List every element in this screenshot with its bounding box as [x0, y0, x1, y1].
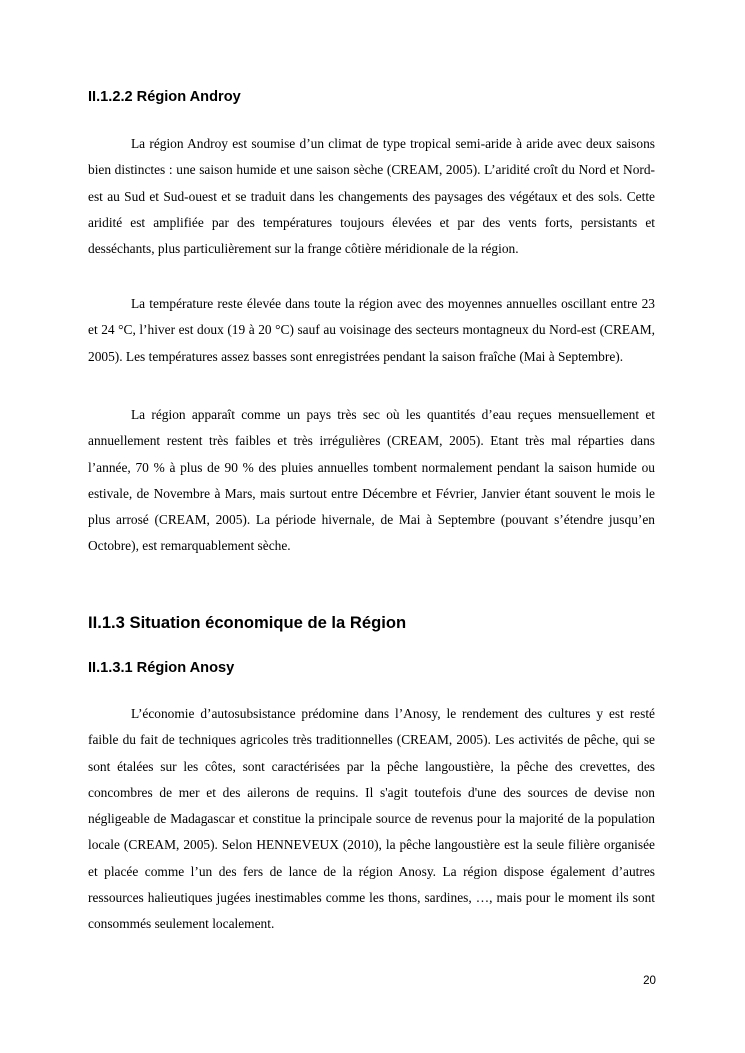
- androy-paragraph-climate: La région Androy est soumise d’un climat de type tropical semi-aride à aride avec deux saisons bien distinctes : une saison humide et une saison sèche (CREAM, 2005). L’aridité croît du Nord et Nord-est au Sud et Sud-ouest et se traduit dans les changements des paysages des végétaux et des sols. Cette aridité est amplifiée par des températures toujours élevées et par des vents forts, persistants et desséchants, plus particulièrement sur la frange côtière méridionale de la région.: [88, 136, 655, 257]
- section-heading-androy: II.1.2.2 Région Androy: [88, 89, 241, 105]
- anosy-paragraph-economy: L’économie d’autosubsistance prédomine dans l’Anosy, le rendement des cultures y est resté faible du fait de techniques agricoles très traditionnelles (CREAM, 2005). Les activités de pêche, qui se sont étalées sur les côtes, sont caractérisées par la pêche langoustière, la pêche des crevettes, des concombres de mer et des ailerons de requins. Il s'agit toutefois d'une des sources de devise non négligeable de Madagascar et constitue la principale source de revenus pour la majorité de la population locale (CREAM, 2005). Selon HENNEVEUX (2010), la pêche langoustière est la seule filière organisée et placée comme l’un des fers de lance de la région Anosy. La région dispose également d’autres ressources halieutiques jugées inestimables comme les thons, sardines, …, mais pour le moment ils sont consommés seulement localement.: [88, 706, 655, 932]
- androy-paragraph-temperature: La température reste élevée dans toute la région avec des moyennes annuelles oscillant entre 23 et 24 °C, l’hiver est doux (19 à 20 °C) sauf au voisinage des secteurs montagneux du Nord-est (CREAM, 2005). Les températures assez basses sont enregistrées pendant la saison fraîche (Mai à Septembre).: [88, 296, 655, 364]
- androy-paragraph-rainfall: La région apparaît comme un pays très sec où les quantités d’eau reçues mensuellement et annuellement restent très faibles et très irrégulières (CREAM, 2005). Etant très mal réparties dans l’année, 70 % à plus de 90 % des pluies annuelles tombent normalement pendant la saison humide ou estivale, de Novembre à Mars, mais surtout entre Décembre et Février, Janvier étant souvent le mois le plus arrosé (CREAM, 2005). La période hivernale, de Mai à Septembre (pouvant s’étendre jusqu’en Octobre), est remarquablement sèche.: [88, 407, 655, 554]
- section-heading-economy: II.1.3 Situation économique de la Région: [88, 613, 407, 632]
- section-heading-anosy: II.1.3.1 Région Anosy: [88, 660, 235, 676]
- page-number: 20: [643, 974, 656, 987]
